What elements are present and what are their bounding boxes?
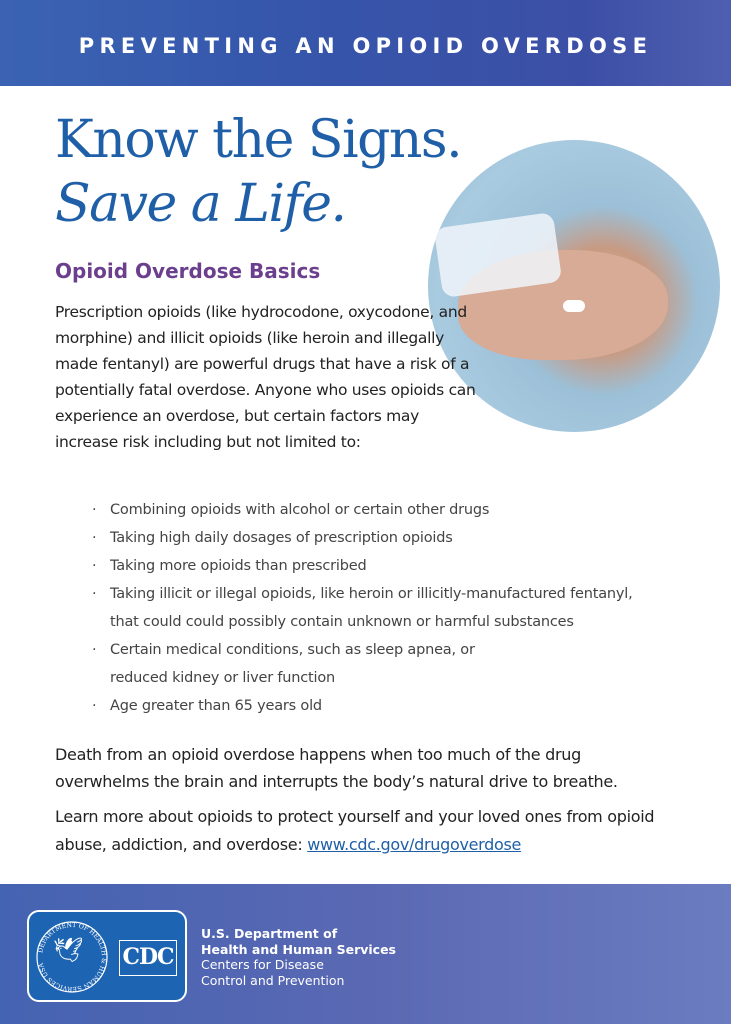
death-paragraph: Death from an opioid overdose happens when too much of the drug overwhelms the brain and interrupts the body’s natural drive to breathe. — [55, 745, 618, 791]
headline — [55, 108, 461, 236]
header-title: PREVENTING AN OPIOID OVERDOSE — [78, 34, 653, 58]
cdc-logo: CDC — [119, 940, 177, 976]
learn-more-text: Learn more about opioids to protect yourself and your loved ones from opioid abuse, addiction, and overdose: — [55, 807, 655, 854]
organization-name — [201, 926, 396, 988]
header-banner — [0, 0, 731, 86]
list-item: · Combining opioids with alcohol or certain other drugs — [92, 496, 652, 524]
org-line3: Centers for Disease — [201, 957, 324, 972]
intro-paragraph: Prescription opioids (like hydrocodone, oxycodone, and morphine) and illicit opioids (like heroin and illegally made fentanyl) are powerful drugs that have a risk of a potentially fatal overdose. Anyone who uses opioids can experience an overdose, but certain factors may increase risk including but not limited to: — [55, 303, 476, 451]
learn-more-paragraph — [55, 803, 675, 859]
list-item: · Taking more opioids than prescribed — [92, 552, 652, 580]
hhs-eagle-icon: 🕊 — [53, 936, 84, 964]
hhs-seal-text: DEPARTMENT OF HEALTH & HUMAN SERVICES USA — [37, 921, 108, 993]
hhs-cdc-logo — [27, 910, 187, 1002]
list-item: · Taking illicit or illegal opioids, like heroin or illicitly-manufactured fentanyl, that could could possibly contain unknown or harmful substances — [92, 580, 652, 636]
section-title: Opioid Overdose Basics — [55, 259, 321, 283]
cdc-drugoverdose-link[interactable]: www.cdc.gov/drugoverdose — [307, 835, 522, 854]
org-line4: Control and Prevention — [201, 972, 345, 988]
headline-line2: Save a Life. — [55, 174, 346, 234]
org-line2: Health and Human Services — [201, 941, 396, 957]
list-item: · Age greater than 65 years old — [92, 692, 652, 720]
list-item: · Taking high daily dosages of prescription opioids — [92, 524, 652, 552]
headline-line1: Know the Signs. — [55, 110, 462, 170]
risk-factor-list — [92, 496, 652, 720]
org-line1: U.S. Department of — [201, 926, 338, 941]
list-item: · Certain medical conditions, such as sleep apnea, or reduced kidney or liver function — [92, 636, 652, 692]
pill-shape — [563, 300, 585, 312]
